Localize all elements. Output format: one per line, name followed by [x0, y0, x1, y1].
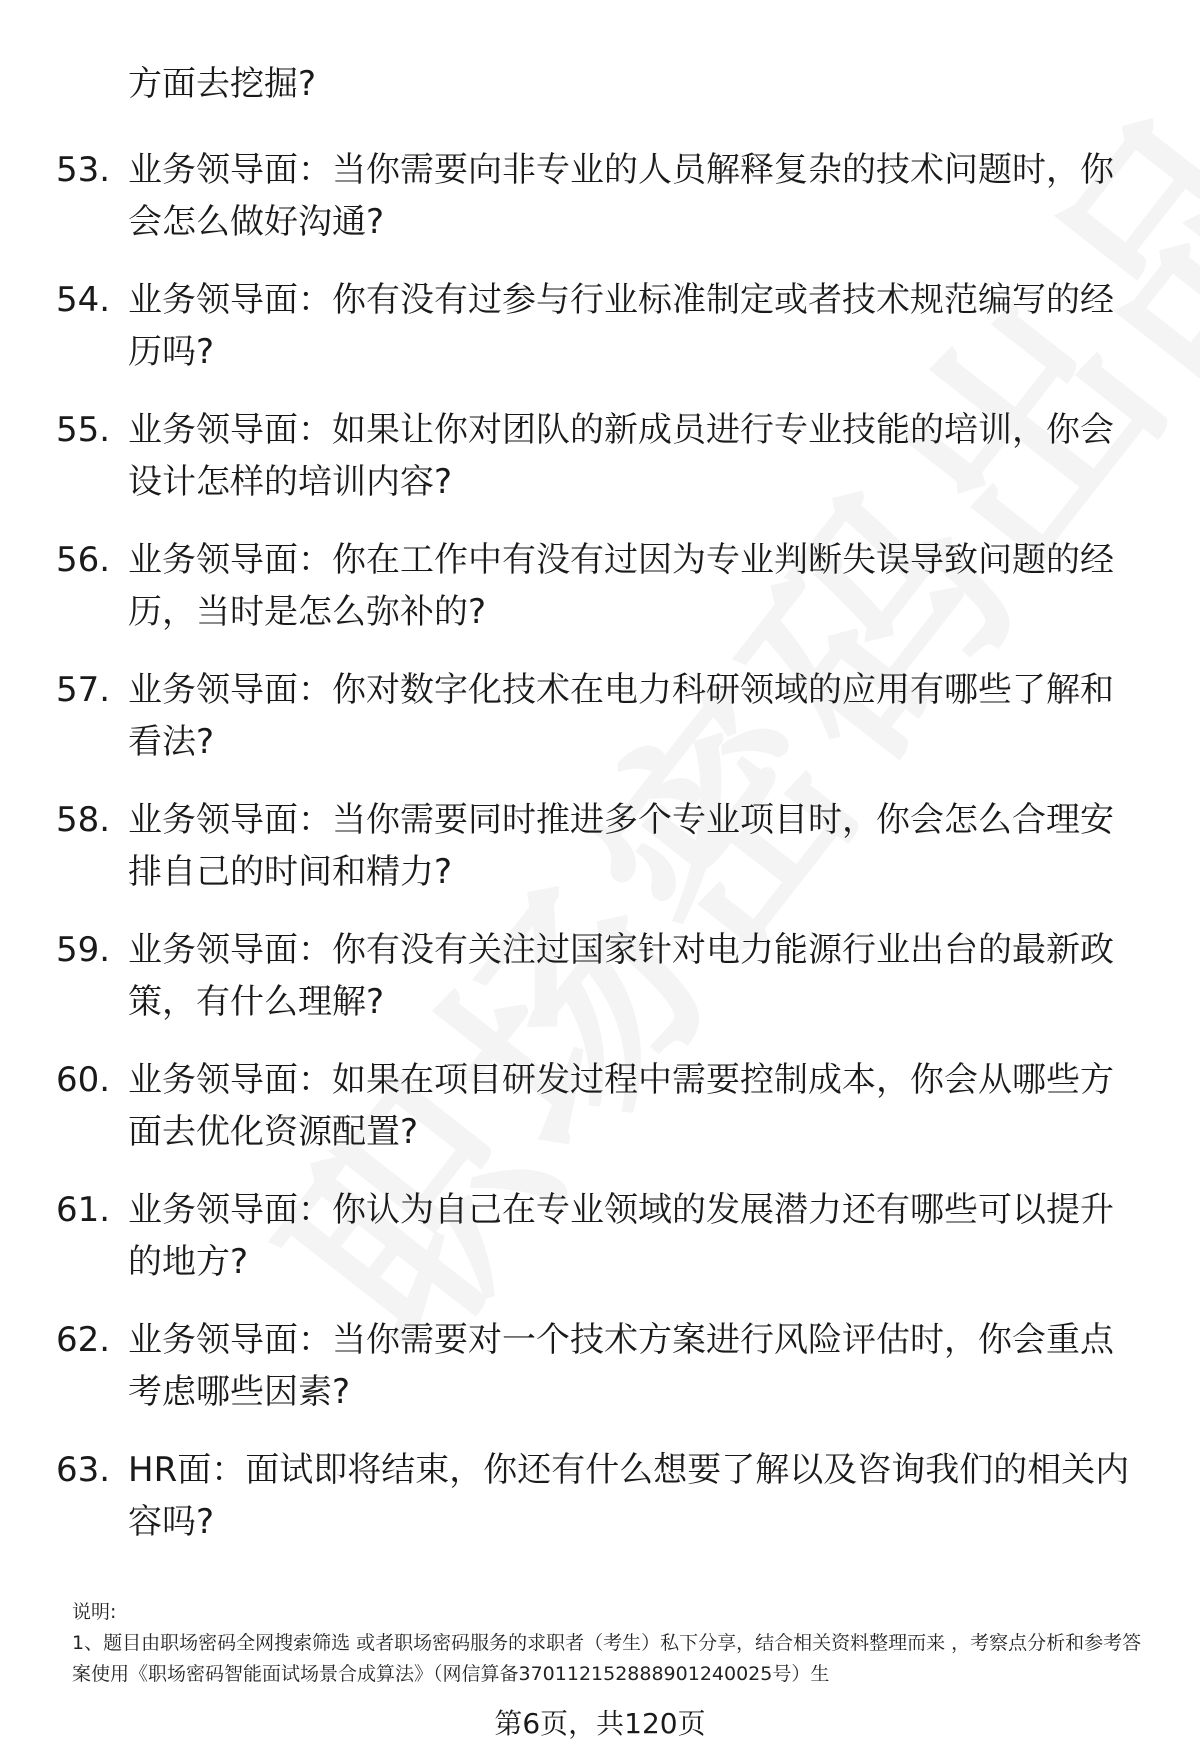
question-number: 56. — [56, 540, 111, 580]
question-text: HR面：面试即将结束，你还有什么想要了解以及咨询我们的相关内容吗? — [128, 1450, 1130, 1542]
question-text: 业务领导面：你对数字化技术在电力科研领域的应用有哪些了解和看法? — [128, 670, 1114, 762]
question-item — [0, 1054, 1200, 1184]
question-text: 业务领导面：你在工作中有没有过因为专业判断失误导致问题的经历，当时是怎么弥补的? — [128, 540, 1114, 632]
question-number: 58. — [56, 800, 111, 840]
question-item — [0, 664, 1200, 794]
question-number: 57. — [56, 670, 111, 710]
question-number: 61. — [56, 1190, 111, 1230]
question-item — [0, 794, 1200, 924]
question-number: 55. — [56, 410, 111, 450]
question-item — [0, 1444, 1200, 1574]
question-text: 业务领导面：当你需要向非专业的人员解释复杂的技术问题时，你会怎么做好沟通? — [128, 150, 1114, 242]
notes-section — [72, 1597, 1152, 1690]
question-item — [0, 1184, 1200, 1314]
question-number: 63. — [56, 1450, 111, 1490]
question-item — [0, 924, 1200, 1054]
question-text: 业务领导面：你有没有过参与行业标准制定或者技术规范编写的经历吗? — [128, 280, 1114, 372]
question-item — [0, 404, 1200, 534]
question-text: 业务领导面：如果在项目研发过程中需要控制成本，你会从哪些方面去优化资源配置? — [128, 1060, 1114, 1152]
question-list — [0, 144, 1200, 1574]
question-text: 业务领导面：你有没有关注过国家针对电力能源行业出台的最新政策，有什么理解? — [128, 930, 1114, 1022]
question-number: 62. — [56, 1320, 111, 1360]
page-number-footer: 第6页，共120页 — [494, 1707, 706, 1740]
question-item — [0, 534, 1200, 664]
notes-line: 1、题目由职场密码全网搜索筛选 或者职场密码服务的求职者（考生）私下分享，结合相关资料整理而来 ，考察点分析和参考答案使用《职场密码智能面试场景合成算法》（网信算备370112152888901240025号）生 — [72, 1632, 1142, 1685]
question-number: 54. — [56, 280, 111, 320]
question-number: 60. — [56, 1060, 111, 1100]
question-item — [0, 144, 1200, 274]
question-text: 业务领导面：当你需要同时推进多个专业项目时，你会怎么合理安排自己的时间和精力? — [128, 800, 1114, 892]
continuation-text: 方面去挖掘? — [128, 64, 317, 104]
question-text: 业务领导面：如果让你对团队的新成员进行专业技能的培训，你会设计怎样的培训内容? — [128, 410, 1114, 502]
question-text: 业务领导面：你认为自己在专业领域的发展潜力还有哪些可以提升的地方? — [128, 1190, 1114, 1282]
notes-heading: 说明: — [72, 1601, 117, 1623]
question-item — [0, 274, 1200, 404]
question-text: 业务领导面：当你需要对一个技术方案进行风险评估时，你会重点考虑哪些因素? — [128, 1320, 1114, 1412]
question-number: 59. — [56, 930, 111, 970]
question-item — [0, 1314, 1200, 1444]
question-number: 53. — [56, 150, 111, 190]
